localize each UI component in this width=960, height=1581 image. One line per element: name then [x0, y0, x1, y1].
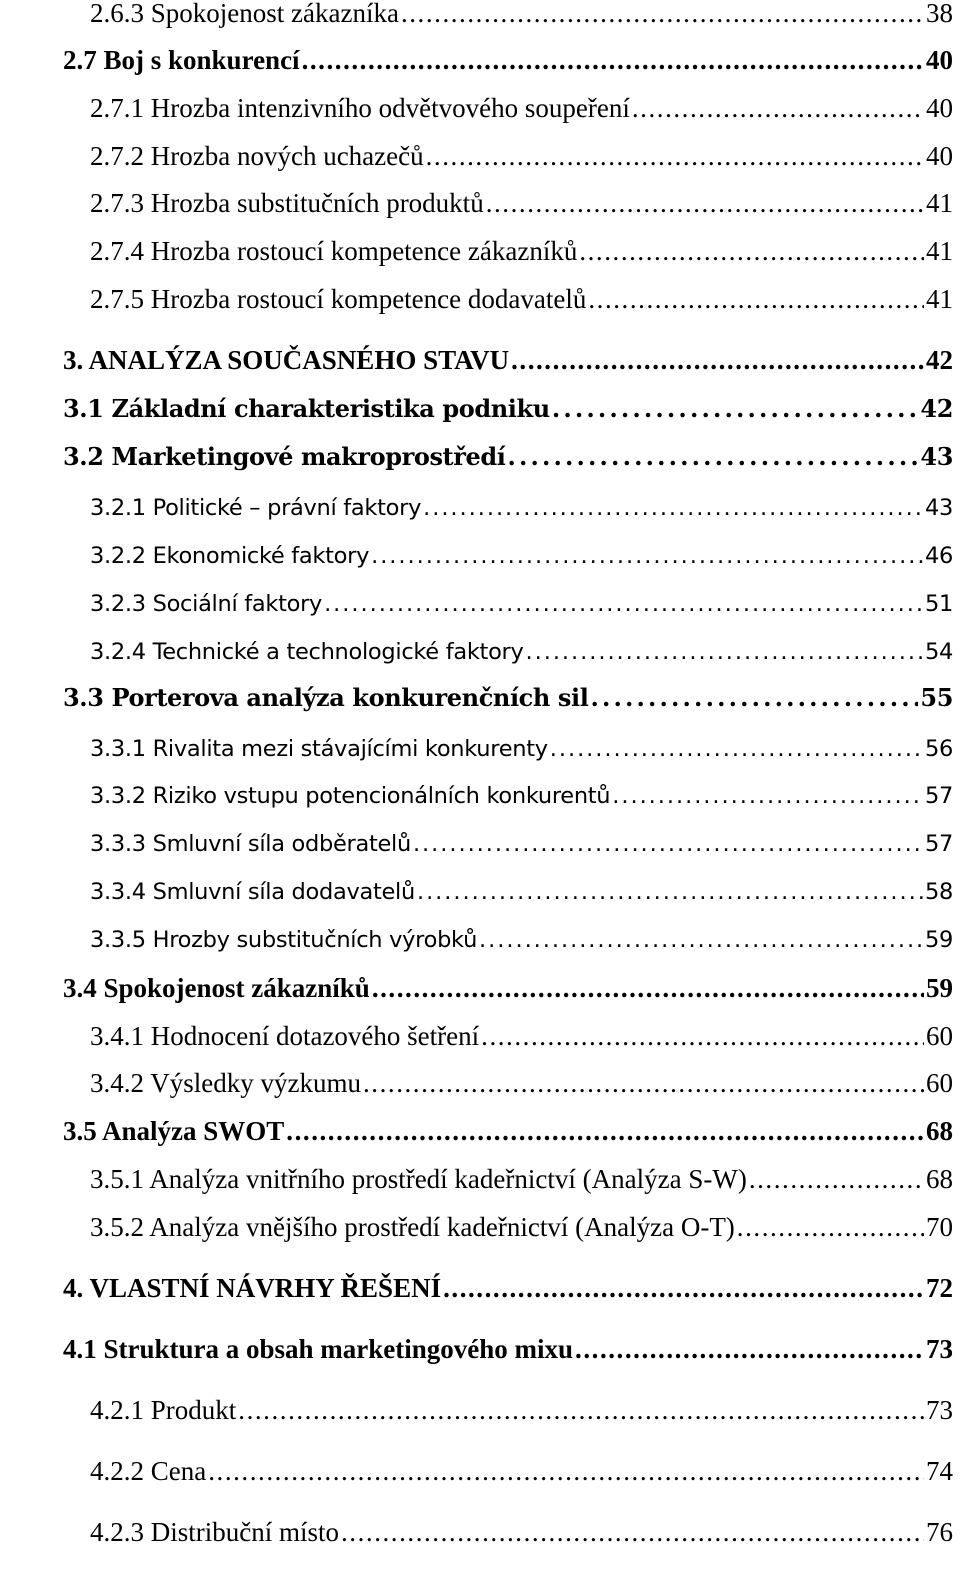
toc-entry-label: 3.3.1 Rivalita mezi stávajícími konkurenty: [90, 736, 548, 762]
toc-entry-page: 57: [924, 831, 953, 857]
toc-entry-label: 3.2.1 Politické – právní faktory: [90, 495, 422, 521]
dot-leader: [302, 47, 924, 74]
toc-entry-page: 43: [924, 495, 953, 521]
toc-entry-page: 54: [924, 639, 953, 665]
toc-entry-3-4[interactable]: [63, 975, 953, 1002]
toc-entry-page: 60: [926, 1021, 953, 1051]
toc-entry-4-1[interactable]: [63, 1336, 953, 1363]
dot-leader: [371, 545, 923, 568]
toc-entry-label: 2.7.1 Hrozba intenzivního odvětvového soupeření: [90, 93, 630, 123]
toc-entry-3-3-4[interactable]: [90, 881, 953, 904]
toc-entry-label: 3.2 Marketingové makroprostředí: [63, 442, 506, 471]
toc-entry-page: 68: [926, 1164, 953, 1194]
dot-leader: [208, 1458, 924, 1485]
toc-entry-page: 73: [926, 1395, 953, 1425]
dot-leader: [552, 397, 919, 421]
toc-entry-2-7-1[interactable]: [90, 95, 953, 122]
toc-entry-page: 42: [926, 345, 953, 375]
toc-entry-3-3[interactable]: [63, 683, 953, 712]
toc-entry-3-3-1[interactable]: [90, 738, 953, 761]
dot-leader: [511, 347, 924, 374]
toc-entry-label: 3.3.2 Riziko vstupu potencionálních konkurentů: [90, 783, 611, 809]
toc-entry-label: 3.5.1 Analýza vnitřního prostředí kadeřnictví (Analýza S-W): [90, 1164, 747, 1194]
toc-entry-label: 2.7.5 Hrozba rostoucí kompetence dodavatelů: [90, 284, 587, 314]
toc-entry-page: 60: [926, 1068, 953, 1098]
toc-entry-page: 76: [926, 1517, 953, 1547]
dot-leader: [423, 497, 923, 520]
dot-leader: [372, 975, 924, 1002]
toc-entry-page: 41: [926, 188, 953, 218]
dot-leader: [507, 445, 918, 469]
dot-leader: [479, 929, 923, 952]
toc-entry-3-5-1[interactable]: [90, 1166, 953, 1193]
toc-entry-page: 41: [926, 284, 953, 314]
toc-entry-label: 3.4.2 Výsledky výzkumu: [90, 1068, 361, 1098]
toc-entry-label: 3.3.4 Smluvní síla dodavatelů: [90, 879, 415, 905]
dot-leader: [286, 1118, 924, 1145]
toc-entry-page: 42: [920, 394, 953, 423]
toc-entry-label: 2.7 Boj s konkurencí: [63, 45, 300, 75]
dot-leader: [426, 143, 924, 170]
dot-leader: [238, 1397, 924, 1424]
toc-entry-label: 3.3.3 Smluvní síla odběratelů: [90, 831, 411, 857]
toc-entry-page: 59: [926, 973, 953, 1003]
toc-entry-page: 40: [926, 45, 953, 75]
dot-leader: [324, 593, 923, 616]
toc-entry-3-3-2[interactable]: [90, 785, 953, 808]
toc-entry-label: 4.2.2 Cena: [90, 1456, 207, 1486]
toc-entry-label: 4.1 Struktura a obsah marketingového mixu: [63, 1334, 574, 1364]
toc-entry-page: 74: [926, 1456, 953, 1486]
toc-entry-page: 57: [924, 783, 953, 809]
toc-entry-label: 2.6.3 Spokojenost zákazníka: [90, 0, 399, 28]
toc-entry-page: 73: [926, 1334, 953, 1364]
dot-leader: [550, 738, 923, 761]
toc-entry-label: 3.2.4 Technické a technologické faktory: [90, 639, 524, 665]
toc-entry-label: 4. VLASTNÍ NÁVRHY ŘEŠENÍ: [63, 1273, 442, 1303]
dot-leader: [417, 881, 923, 904]
toc-entry-3-5[interactable]: [63, 1118, 953, 1145]
toc-entry-label: 3. ANALÝZA SOUČASNÉHO STAVU: [63, 345, 510, 375]
toc-entry-label: 2.7.4 Hrozba rostoucí kompetence zákazníků: [90, 236, 578, 266]
dot-leader: [588, 286, 924, 313]
toc-entry-page: 51: [924, 591, 953, 617]
toc-entry-3[interactable]: [63, 347, 953, 374]
dot-leader: [575, 1336, 924, 1363]
toc-entry-page: 58: [924, 879, 953, 905]
toc-entry-page: 59: [924, 927, 953, 953]
toc-entry-page: 70: [926, 1212, 953, 1242]
toc-entry-4-2-1[interactable]: [90, 1397, 953, 1424]
toc-entry-page: 40: [926, 141, 953, 171]
toc-entry-3-4-1[interactable]: [90, 1023, 953, 1050]
dot-leader: [749, 1166, 924, 1193]
toc-entry-label: 3.2.2 Ekonomické faktory: [90, 543, 370, 569]
toc-entry-label: 4.2.3 Distribuční místo: [90, 1517, 339, 1547]
toc-entry-3-3-5[interactable]: [90, 929, 953, 952]
dot-leader: [443, 1275, 924, 1302]
dot-leader: [612, 785, 923, 808]
toc-entry-page: 38: [926, 0, 953, 28]
dot-leader: [579, 238, 924, 265]
dot-leader: [590, 686, 918, 710]
toc-entry-page: 56: [924, 736, 953, 762]
dot-leader: [632, 95, 924, 122]
dot-leader: [413, 833, 923, 856]
toc-entry-page: 46: [924, 543, 953, 569]
toc-entry-label: 3.5 Analýza SWOT: [63, 1116, 285, 1146]
dot-leader: [363, 1070, 924, 1097]
toc-entry-label: 3.4 Spokojenost zákazníků: [63, 973, 370, 1003]
toc-entry-4[interactable]: [63, 1275, 953, 1302]
toc-entry-2-7[interactable]: [63, 47, 953, 74]
toc-entry-label: 3.3 Porterova analýza konkurenčních sil: [63, 683, 589, 712]
toc-entry-3-4-2[interactable]: [90, 1070, 953, 1097]
toc-entry-label: 2.7.2 Hrozba nových uchazečů: [90, 141, 424, 171]
dot-leader: [526, 641, 923, 664]
toc-entry-4-2-3[interactable]: [90, 1519, 953, 1546]
toc-entry-page: 72: [926, 1273, 953, 1303]
dot-leader: [341, 1519, 924, 1546]
dot-leader: [481, 1023, 924, 1050]
toc-entry-4-2-2[interactable]: [90, 1458, 953, 1485]
toc-entry-page: 43: [920, 442, 953, 471]
toc-entry-2-7-5[interactable]: [90, 286, 953, 313]
toc-entry-label: 3.4.1 Hodnocení dotazového šetření: [90, 1021, 480, 1051]
toc-entry-page: 40: [926, 93, 953, 123]
toc-entry-label: 4.2.1 Produkt: [90, 1395, 237, 1425]
toc-entry-3-3-3[interactable]: [90, 833, 953, 856]
dot-leader: [401, 0, 924, 27]
toc-entry-3-2-1[interactable]: [90, 497, 953, 520]
toc-entry-2-7-2[interactable]: [90, 143, 953, 170]
toc-entry-page: 55: [920, 683, 953, 712]
toc-entry-3-2-3[interactable]: [90, 593, 953, 616]
toc-entry-3-2[interactable]: [63, 442, 953, 471]
dot-leader: [486, 190, 924, 217]
toc-entry-label: 3.1 Základní charakteristika podniku: [63, 394, 550, 423]
toc-entry-page: 41: [926, 236, 953, 266]
toc-entry-label: 3.5.2 Analýza vnějšího prostředí kadeřnictví (Analýza O-T): [90, 1212, 735, 1242]
toc-entry-3-5-2[interactable]: [90, 1214, 953, 1241]
toc-entry-2-6-3[interactable]: [90, 0, 953, 27]
dot-leader: [737, 1214, 924, 1241]
toc-entry-3-2-2[interactable]: [90, 545, 953, 568]
toc-entry-2-7-4[interactable]: [90, 238, 953, 265]
toc-entry-3-1[interactable]: [63, 394, 953, 423]
toc-entry-2-7-3[interactable]: [90, 190, 953, 217]
toc-entry-page: 68: [926, 1116, 953, 1146]
toc-entry-3-2-4[interactable]: [90, 641, 953, 664]
toc-entry-label: 2.7.3 Hrozba substitučních produktů: [90, 188, 484, 218]
toc-entry-label: 3.3.5 Hrozby substitučních výrobků: [90, 927, 478, 953]
toc-entry-label: 3.2.3 Sociální faktory: [90, 591, 323, 617]
